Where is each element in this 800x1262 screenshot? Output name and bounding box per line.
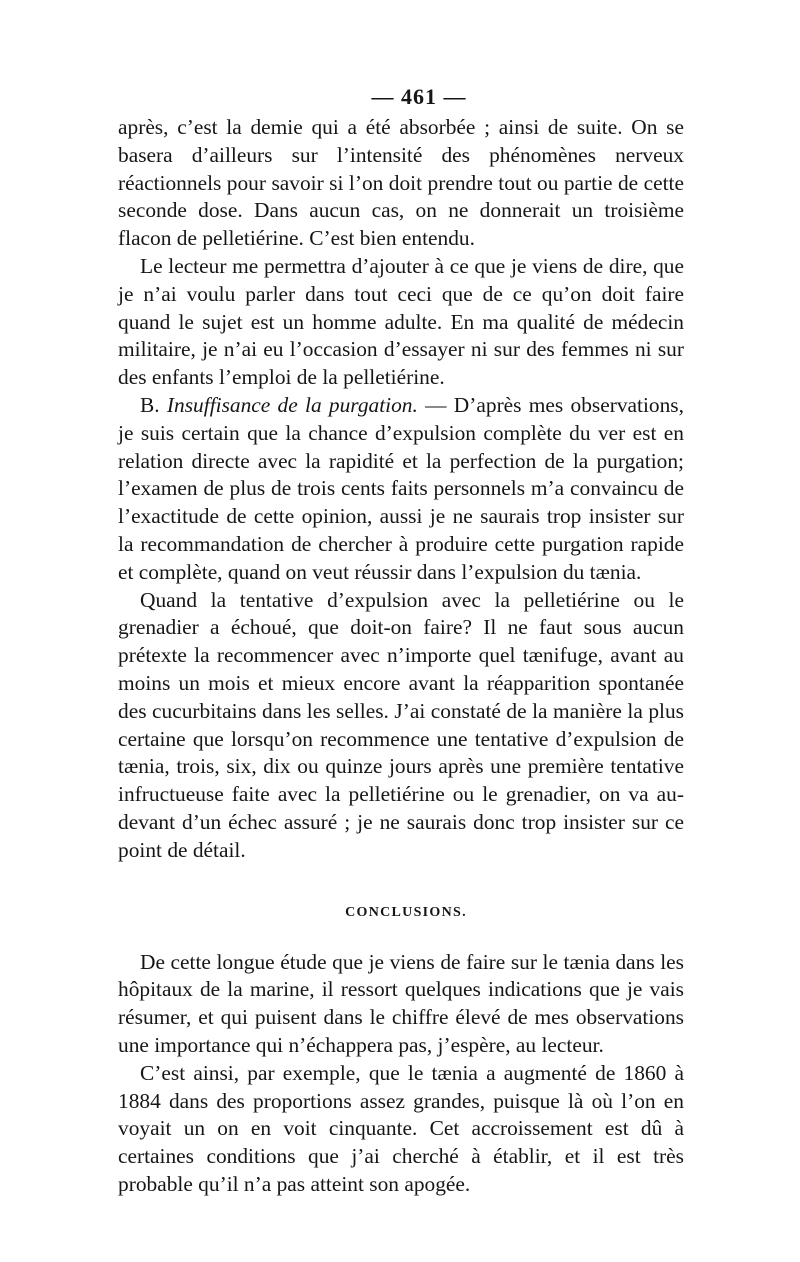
paragraph-conclusion-intro: De cette longue étude que je viens de faire sur le tænia dans les hôpitaux de la marine, il ressort quelques indications que je vais résumer, et qui puisent dans le chiffre élevé de mes observations une importance qui n’échappera pas, j’espère, au lecteur.	[118, 949, 684, 1057]
paragraph-continuation: après, c’est la demie qui a été absorbée ; ainsi de suite. On se basera d’ailleurs sur l’intensité des phénomènes nerveux réactionnels pour savoir si l’on doit prendre tout ou partie de cette seconde dose. Dans aucun cas, on ne donnerait un troisième flacon de pelletiérine. C’est bien entendu.	[118, 115, 684, 251]
section-b-label: B.	[140, 392, 160, 417]
page-number: — 461 —	[371, 84, 467, 109]
paragraph-adult-subject: Le lecteur me permettra d’ajouter à ce que je viens de dire, que je n’ai voulu parler dans tout ceci que de ce qu’on doit faire quand le sujet est un homme adulte. En ma qualité de médecin militaire, je n’ai eu l’occasion d’essayer ni sur des femmes ni sur des enfants l’emploi de la pelletiérine.	[118, 253, 684, 390]
section-b-text: — D’après mes observations, je suis certain que la chance d’expulsion complète du ver est en relation directe avec la rapidité et la perfection de la purgation; l’examen de plus de trois cents faits personnels m’a convaincu de l’exactitude de cette opinion, aussi je ne saurais trop insister sur la recommandation de chercher à produire cette purgation rapide et complète, quand on veut réussir dans l’expulsion du tænia.	[118, 392, 684, 584]
conclusions-heading: CONCLUSIONS.	[345, 904, 467, 920]
section-b-title: Insuffisance de la purgation.	[166, 392, 418, 417]
paragraph-failed-attempt: Quand la tentative d’expulsion avec la pelletiérine ou le grenadier a échoué, que doit-on faire? Il ne faut sous aucun prétexte la recommencer avec n’importe quel tænifuge, avant au moins un mois et mieux encore avant la réapparition spontanée des cucurbitains dans les selles. J’ai constaté de la manière la plus certaine que lorsqu’on recommence une tentative d’expulsion de tænia, trois, six, dix ou quinze jours après une première tentative infructueuse faite avec la pelletiérine ou le grenadier, on va au-devant d’un échec assuré ; je ne saurais donc trop insister sur ce point de détail.	[118, 587, 684, 862]
book-page	[118, 84, 684, 1199]
paragraph-section-b	[118, 392, 684, 587]
paragraph-conclusion-increase: C’est ainsi, par exemple, que le tænia a augmenté de 1860 à 1884 dans des proportions assez grandes, puisque là où l’on en voyait un on en voit cinquante. Cet accroissement est dû à certaines conditions que j’ai cherché à établir, et il est très probable qu’il n’a pas atteint son apogée.	[118, 1060, 684, 1196]
